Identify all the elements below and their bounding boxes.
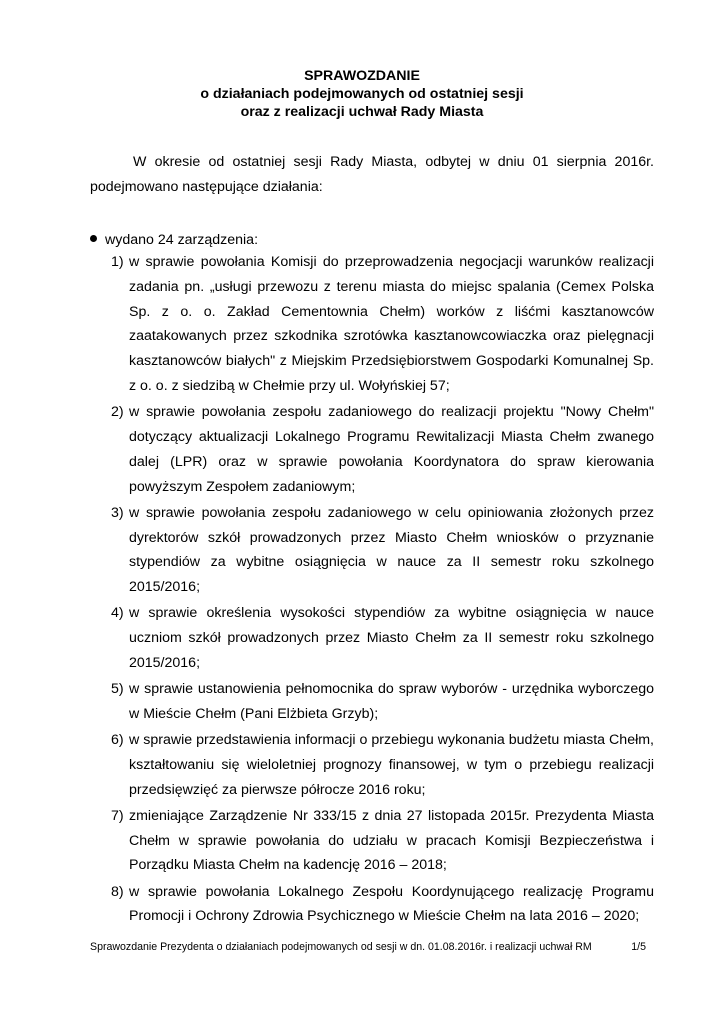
bullet-dot-icon [90,235,97,242]
list-item [111,501,654,600]
list-item-number: 4) [111,605,124,622]
page-number: 1/5 [631,941,646,953]
document-subtitle-line-1: o działaniach podejmowanych od ostatniej sesji [200,86,524,102]
list-item-text: w sprawie ustanowienia pełnomocnika do spraw wyborów - urzędnika wyborczego w Mieście Chełm (Pani Elżbieta Grzyb); [129,681,654,722]
list-item-text: w sprawie określenia wysokości stypendiów za wybitne osiągnięcia w nauce uczniom szkół prowadzonych przez Miasto Chełm za II semestr roku szkolnego 2015/2016; [129,605,654,671]
list-item-text: w sprawie powołania zespołu zadaniowego w celu opiniowania złożonych przez dyrektorów szkół prowadzonych przez Miasto Chełm wniosków o przyznanie stypendiów za wybitne osiągnięcia w nauce za II semestr roku szkolnego 2015/2016; [129,504,654,596]
list-item-text: w sprawie powołania zespołu zadaniowego do realizacji projektu "Nowy Chełm" dotyczący aktualizacji Lokalnego Programu Rewitalizacji Miasta Chełm zwanego dalej (LPR) oraz w sprawie powołania Koordynatora do spraw kierowania powyższym Zespołem zadaniowym; [129,404,654,495]
document-subtitle-line-2: oraz z realizacji uchwał Rady Miasta [240,104,484,120]
footer-text: Sprawozdanie Prezydenta o działaniach podejmowanych od sesji w dn. 01.08.2016r. i realizacji uchwał RM [90,941,592,953]
list-item-number: 3) [111,504,124,521]
list-item-number: 5) [111,681,124,698]
list-item-number: 6) [111,732,124,749]
intro-paragraph: W okresie od ostatniej sesji Rady Miasta, odbytej w dniu 01 sierpnia 2016r. podejmowano następujące działania: [90,154,654,195]
ordinance-list [111,250,654,931]
page-footer [90,940,654,954]
list-item-text: w sprawie powołania Komisji do przeprowadzenia negocjacji warunków realizacji zadania pn. „usługi przewozu z terenu miasta do miejsc spalania (Cemex Polska Sp. z o. o. Zakład Cementownia Chełm) worków z liśćmi kasztanowców zaatakowanych przez szkodnika szrotówka kasztanowcowiaczka oraz pielęgnacji kasztanowców białych" z Miejskim Przedsiębiorstwem Gospodarki Komunalnej Sp. z o. o. z siedzibą w Chełmie przy ul. Wołyńskiej 57; [129,254,654,394]
list-item [111,677,654,727]
list-item-text: w sprawie przedstawienia informacji o przebiegu wykonania budżetu miasta Chełm, kształtowaniu się wieloletniej prognozy finansowej, w tym o przebiegu realizacji przedsięwzięć za pierwsze półrocze 2016 roku; [129,732,654,798]
list-item [111,880,654,930]
list-item-number: 7) [111,807,124,824]
list-item-text: w sprawie powołania Lokalnego Zespołu Koordynującego realizację Programu Promocji i Ochrony Zdrowia Psychicznego w Mieście Chełm na lata 2016 – 2020; [129,883,654,925]
list-item-text: zmieniające Zarządzenie Nr 333/15 z dnia 27 listopada 2015r. Prezydenta Miasta Chełm w sprawie powołania do udziału w pracach Komisji Bezpieczeństwa i Porządku Miasta Chełm na kadencję 2016 – 2018; [129,807,654,874]
list-item [111,804,654,878]
document-title: SPRAWOZDANIE [304,68,420,84]
list-item [111,250,654,399]
list-item-number: 1) [111,254,124,270]
bullet-text: wydano 24 zarządzenia: [105,232,259,248]
list-item-number: 8) [111,883,124,900]
list-item [111,400,654,499]
document-header [0,67,724,121]
list-item [111,728,654,802]
list-item-number: 2) [111,404,124,421]
list-item [111,601,654,675]
